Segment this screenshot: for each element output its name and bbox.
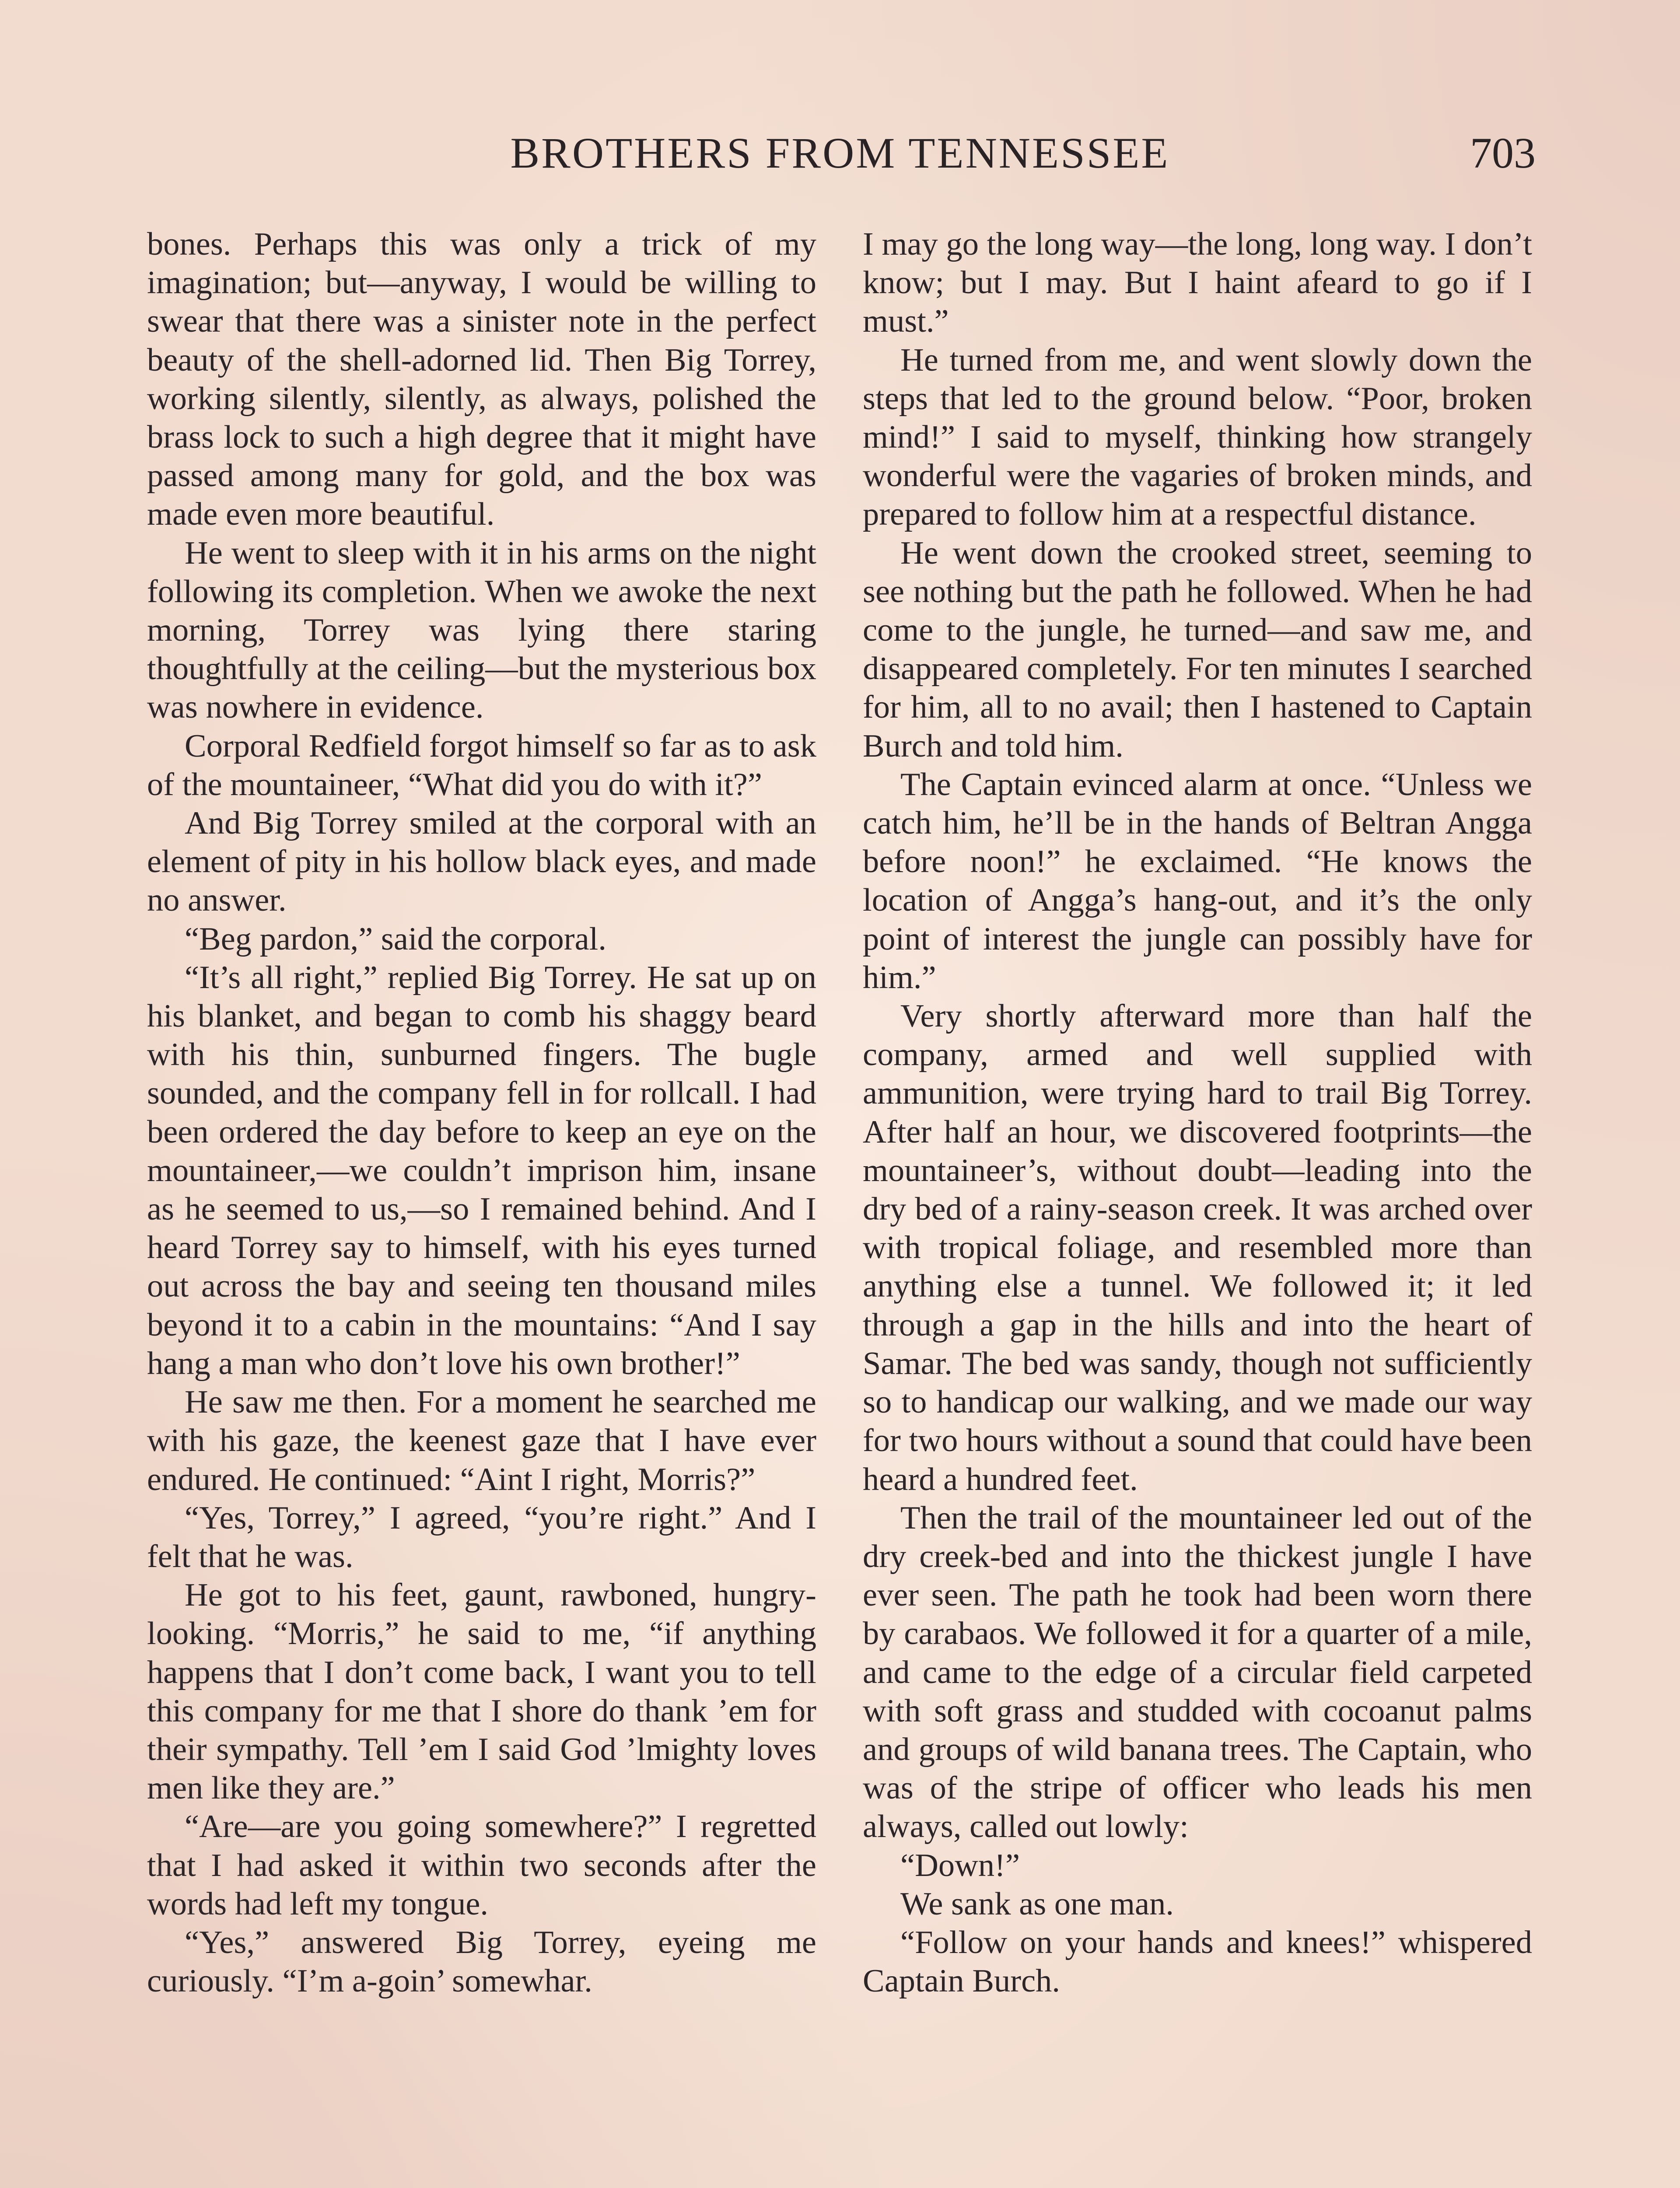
paragraph: Corporal Redfield forgot himself so far as to ask of the mountaineer, “What did you do with it?”: [147, 728, 816, 803]
paragraph: He saw me then. For a moment he searched me with his gaze, the keenest gaze that I have ever endured. He continued: “Aint I right, Morris?”: [147, 1384, 816, 1497]
paragraph: He went down the crooked street, seeming to see nothing but the path he followed. When he had come to the jungle, he turned—and saw me, and disappeared completely. For ten minutes I searched for him, all to no avail; then I hastened to Captain Burch and told him.: [863, 535, 1532, 764]
paragraph: He went to sleep with it in his arms on the night following its completion. When we awoke the next morning, Torrey was lying there staring thoughtfully at the ceiling—but the mysterious box was nowhere in evidence.: [147, 535, 816, 726]
paragraph: “Beg pardon,” said the corporal.: [185, 921, 606, 957]
right-column: [863, 225, 1532, 2000]
paragraph: And Big Torrey smiled at the corporal with an element of pity in his hollow black eyes, and made no answer.: [147, 805, 816, 919]
paragraph: “Yes, Torrey,” I agreed, “you’re right.” And I felt that he was.: [147, 1500, 816, 1574]
running-head: [144, 127, 1536, 179]
paragraph: Very shortly afterward more than half the company, armed and well supplied with ammunition, were trying hard to trail Big Torrey. After half an hour, we discovered footprints—the mountaineer’s, without doubt—leading into the dry bed of a rainy-season creek. It was arched over with tropical foliage, and resembled more than anything else a tunnel. We followed it; it led through a gap in the hills and into the heart of Samar. The bed was sandy, though not sufficiently so to handicap our walking, and we made our way for two hours without a sound that could have been heard a hundred feet.: [863, 998, 1532, 1497]
paragraph: “It’s all right,” replied Big Torrey. He sat up on his blanket, and began to comb his shaggy beard with his thin, sunburned fingers. The bugle sounded, and the company fell in for rollcall. I had been ordered the day before to keep an eye on the mountaineer,—we couldn’t imprison him, insane as he seemed to us,—so I remained behind. And I heard Torrey say to himself, with his eyes turned out across the bay and seeing ten thousand miles beyond it to a cabin in the mountains: “And I say hang a man who don’t love his own brother!”: [147, 959, 816, 1382]
paragraph: He got to his feet, gaunt, rawboned, hungry-looking. “Morris,” he said to me, “if anything happens that I don’t come back, I want you to tell this company for me that I shore do thank ’em for their sympathy. Tell ’em I said God ’lmighty loves men like they are.”: [147, 1577, 816, 1806]
page-title: BROTHERS FROM TENNESSEE: [510, 129, 1170, 177]
paragraph: “Are—are you going somewhere?” I regretted that I had asked it within two seconds after the words had left my tongue.: [147, 1809, 816, 1922]
page-number: 703: [1470, 129, 1536, 177]
paragraph: The Captain evinced alarm at once. “Unless we catch him, he’ll be in the hands of Beltran Angga before noon!” he exclaimed. “He knows the location of Angga’s hang-out, and it’s the only point of interest the jungle can possibly have for him.”: [863, 766, 1532, 996]
paragraph: He turned from me, and went slowly down the steps that led to the ground below. “Poor, broken mind!” I said to myself, thinking how strangely wonderful were the vagaries of broken minds, and prepared to follow him at a respectful distance.: [863, 342, 1532, 533]
paragraph: “Yes,” answered Big Torrey, eyeing me curiously. “I’m a-goin’ somewhar.: [147, 1924, 816, 1999]
paragraph: I may go the long way—the long, long way. I don’t know; but I may. But I haint afeard to go if I must.”: [863, 226, 1532, 340]
left-column: [147, 225, 816, 2000]
paragraph: Then the trail of the mountaineer led out of the dry creek-bed and into the thickest jungle I have ever seen. The path he took had been worn there by carabaos. We followed it for a quarter of a mile, and came to the edge of a circular field carpeted with soft grass and studded with cocoanut palms and groups of wild banana trees. The Captain, who was of the stripe of officer who leads his men always, called out lowly:: [863, 1500, 1532, 1845]
paragraph: bones. Perhaps this was only a trick of my imagination; but—anyway, I would be willing to swear that there was a sinister note in the perfect beauty of the shell-adorned lid. Then Big Torrey, working silently, silently, as always, polished the brass lock to such a high degree that it might have passed among many for gold, and the box was made even more beautiful.: [147, 226, 816, 533]
paragraph: “Down!”: [900, 1847, 1020, 1883]
paragraph: “Follow on your hands and knees!” whispered Captain Burch.: [863, 1924, 1532, 1999]
paragraph: We sank as one man.: [900, 1886, 1174, 1922]
